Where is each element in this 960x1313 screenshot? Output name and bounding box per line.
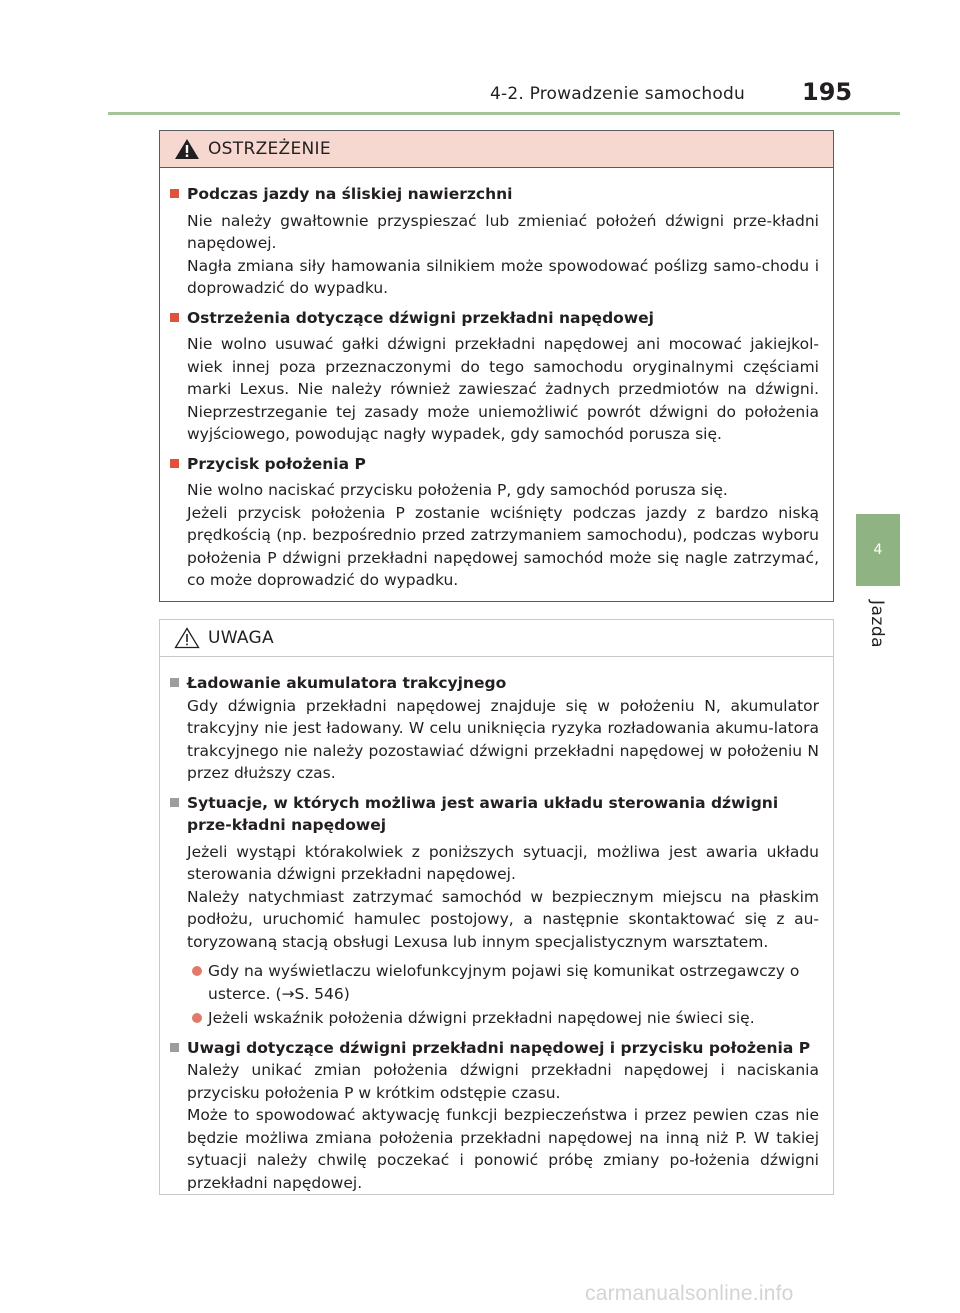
section-title: 4-2. Prowadzenie samochodu (490, 84, 745, 104)
square-bullet-icon (170, 459, 179, 468)
list-item: Jeżeli wskaźnik położenia dźwigni przekładni napędowej nie świeci się. (170, 1007, 819, 1030)
paragraph: Nie należy gwałtownie przyspieszać lub zmieniać położeń dźwigni prze-kładni napędowej. (187, 211, 819, 252)
chapter-tab (856, 514, 900, 586)
square-bullet-icon (170, 313, 179, 322)
watermark: carmanualsonline.info (585, 1282, 794, 1305)
caution-section-battery (170, 672, 819, 785)
paragraph: Nagła zmiana siły hamowania silnikiem może spowodować poślizg samo-chodu i doprowadzić do wypadku. (187, 256, 819, 297)
caution-section-p-button (170, 1037, 819, 1195)
header-rule (108, 112, 900, 115)
section-heading: Ostrzeżenia dotyczące dźwigni przekładni napędowej (170, 307, 819, 330)
warning-box (159, 130, 834, 602)
section-heading: Sytuacje, w których możliwa jest awaria układu sterowania dźwigni prze-kładni napędowej (170, 792, 819, 837)
section-heading: Podczas jazdy na śliskiej nawierzchni (170, 183, 819, 206)
paragraph: Nie wolno naciskać przycisku położenia P, gdy samochód porusza się. (187, 481, 728, 499)
section-heading: Uwagi dotyczące dźwigni przekładni napędowej i przycisku położenia P (170, 1037, 819, 1060)
caution-section-malfunction (170, 792, 819, 1030)
square-bullet-icon (170, 678, 179, 687)
paragraph: Należy natychmiast zatrzymać samochód w bezpiecznym miejscu na płaskim podłożu, uruchomić hamulec postojowy, a następnie skontaktować się z au-toryzowaną stacją obsługi Lexusa lub innym specjalistycznym warsztatem. (187, 887, 819, 951)
warning-box-title: OSTRZEŻENIE (208, 139, 331, 159)
paragraph: Jeżeli wystąpi którakolwiek z poniższych sytuacji, możliwa jest awaria układu sterowania dźwigni przekładni napędowej. (187, 842, 819, 883)
paragraph: Należy unikać zmian położenia dźwigni przekładni napędowej i naciskania przycisku położenia P w krótkim odstępie czasu. (187, 1061, 819, 1102)
warning-triangle-icon (174, 138, 200, 160)
caution-box-body (160, 657, 833, 1194)
chapter-label (862, 594, 892, 654)
paragraph: Nie wolno usuwać gałki dźwigni przekładni napędowej ani mocować jakiejkol-wiek innej poza przeznaczonymi do tego samochodu oryginalnymi częściami marki Lexus. Nie należy również zawieszać żadnych przedmiotów na dźwigni. Nieprzestrzeganie tej zasady może uniemożliwić powrót dźwigni do położenia wyjściowego, powodując nagły wypadek, gdy samochód porusza się. (187, 335, 819, 443)
warning-box-body (160, 168, 833, 592)
chapter-label-text: Jazda (867, 599, 888, 649)
paragraph: Może to spowodować aktywację funkcji bezpieczeństwa i przez pewien czas nie będzie możliwa zmiana położenia przekładni napędowej na inną niż P. W takiej sytuacji należy chwilę poczekać i ponowić próbę zmiany po-łożenia dźwigni przekładni napędowej. (187, 1106, 819, 1192)
round-bullet-icon (192, 966, 202, 976)
caution-box-title: UWAGA (208, 628, 274, 648)
paragraph: Jeżeli przycisk położenia P zostanie wciśnięty podczas jazdy z bardzo niską prędkością (np. bezpośrednio przed zatrzymaniem samochodu), podczas wyboru położenia P dźwigni przekładni napędowej samochód może się nagle zatrzymać, co może doprowadzić do wypadku. (187, 503, 819, 589)
square-bullet-icon (170, 189, 179, 198)
round-bullet-icon (192, 1013, 202, 1023)
warning-section-slippery (170, 183, 819, 300)
square-bullet-icon (170, 798, 179, 807)
section-heading: Przycisk położenia P (170, 453, 819, 476)
chapter-number: 4 (873, 542, 883, 558)
list-item: Gdy na wyświetlaczu wielofunkcyjnym pojawi się komunikat ostrzegawczy o usterce. (→S. 546) (170, 960, 819, 1005)
warning-box-header (160, 131, 833, 168)
warning-section-p-button (170, 453, 819, 592)
square-bullet-icon (170, 1043, 179, 1052)
caution-triangle-icon (174, 627, 200, 649)
page-number: 195 (802, 78, 853, 106)
caution-box-header (160, 620, 833, 657)
caution-box (159, 619, 834, 1195)
section-heading: Ładowanie akumulatora trakcyjnego (170, 672, 819, 695)
warning-section-shift-lever (170, 307, 819, 446)
paragraph: Gdy dźwignia przekładni napędowej znajduje się w położeniu N, akumulator trakcyjny nie jest ładowany. W celu uniknięcia ryzyka rozładowania akumu-latora trakcyjnego nie należy pozostawiać dźwigni przekładni napędowej w położeniu N przez dłuższy czas. (187, 696, 819, 782)
